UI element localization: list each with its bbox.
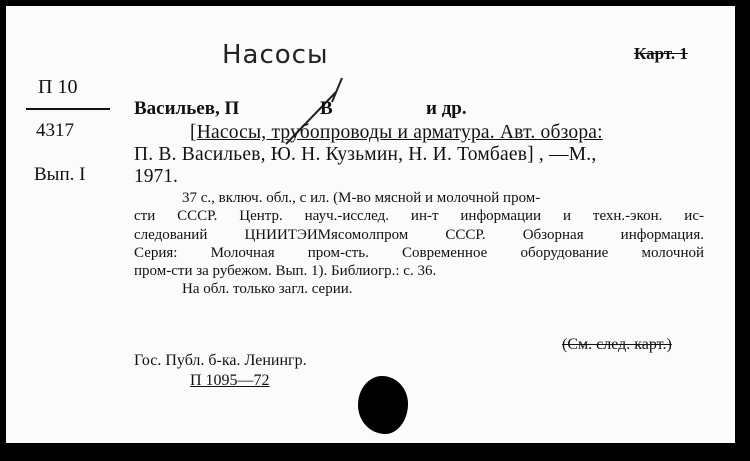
catalog-card	[6, 6, 741, 443]
title-underlined: Насосы, трубопроводы и арматура. Авт. обзора:	[196, 122, 603, 143]
punch-hole-mark	[358, 376, 408, 434]
title-bracket: [	[190, 122, 197, 143]
description-block	[134, 207, 704, 263]
pen-stroke	[332, 78, 342, 102]
see-next-card: (См. след. карт.)	[562, 336, 672, 353]
title-line-1	[190, 122, 603, 144]
library-name: Гос. Публ. б-ка. Ленингр.	[134, 352, 307, 369]
description-line: Серия: Молочная пром-сть. Современное оборудование молочной	[134, 245, 704, 261]
author-main: Васильев, П	[134, 98, 240, 119]
description-line: следований ЦНИИТЭИМясомолпром СССР. Обзорная информация.	[134, 226, 704, 243]
call-number-top: П 10	[38, 76, 78, 98]
library-code	[190, 372, 270, 390]
description-last-line: пром-сти за рубежом. Вып. 1). Библиогр.: с. 36.	[134, 263, 437, 279]
call-number-divider	[26, 108, 110, 110]
author-et-al: и др.	[426, 98, 467, 119]
cover-note: На обл. только загл. серии.	[182, 281, 353, 297]
call-number-middle: 4317	[36, 120, 74, 141]
library-code-text: П 1095—72	[190, 372, 270, 389]
title-line-2: П. В. Васильев, Ю. Н. Кузьмин, Н. И. Томбаев] , —М.,	[134, 144, 597, 165]
description-line: сти СССР. Центр. науч.-исслед. ин-т информации и техн.-экон. ис-	[134, 208, 704, 224]
publication-year: 1971.	[134, 166, 178, 187]
card-number: Карт. 1	[634, 44, 688, 63]
description-line-1: 37 с., включ. обл., с ил. (М-во мясной и молочной пром-	[182, 190, 541, 206]
handwritten-subject-heading: Насосы	[222, 40, 329, 70]
call-number-bottom: Вып. I	[34, 164, 86, 185]
author-initial: В	[320, 98, 333, 119]
